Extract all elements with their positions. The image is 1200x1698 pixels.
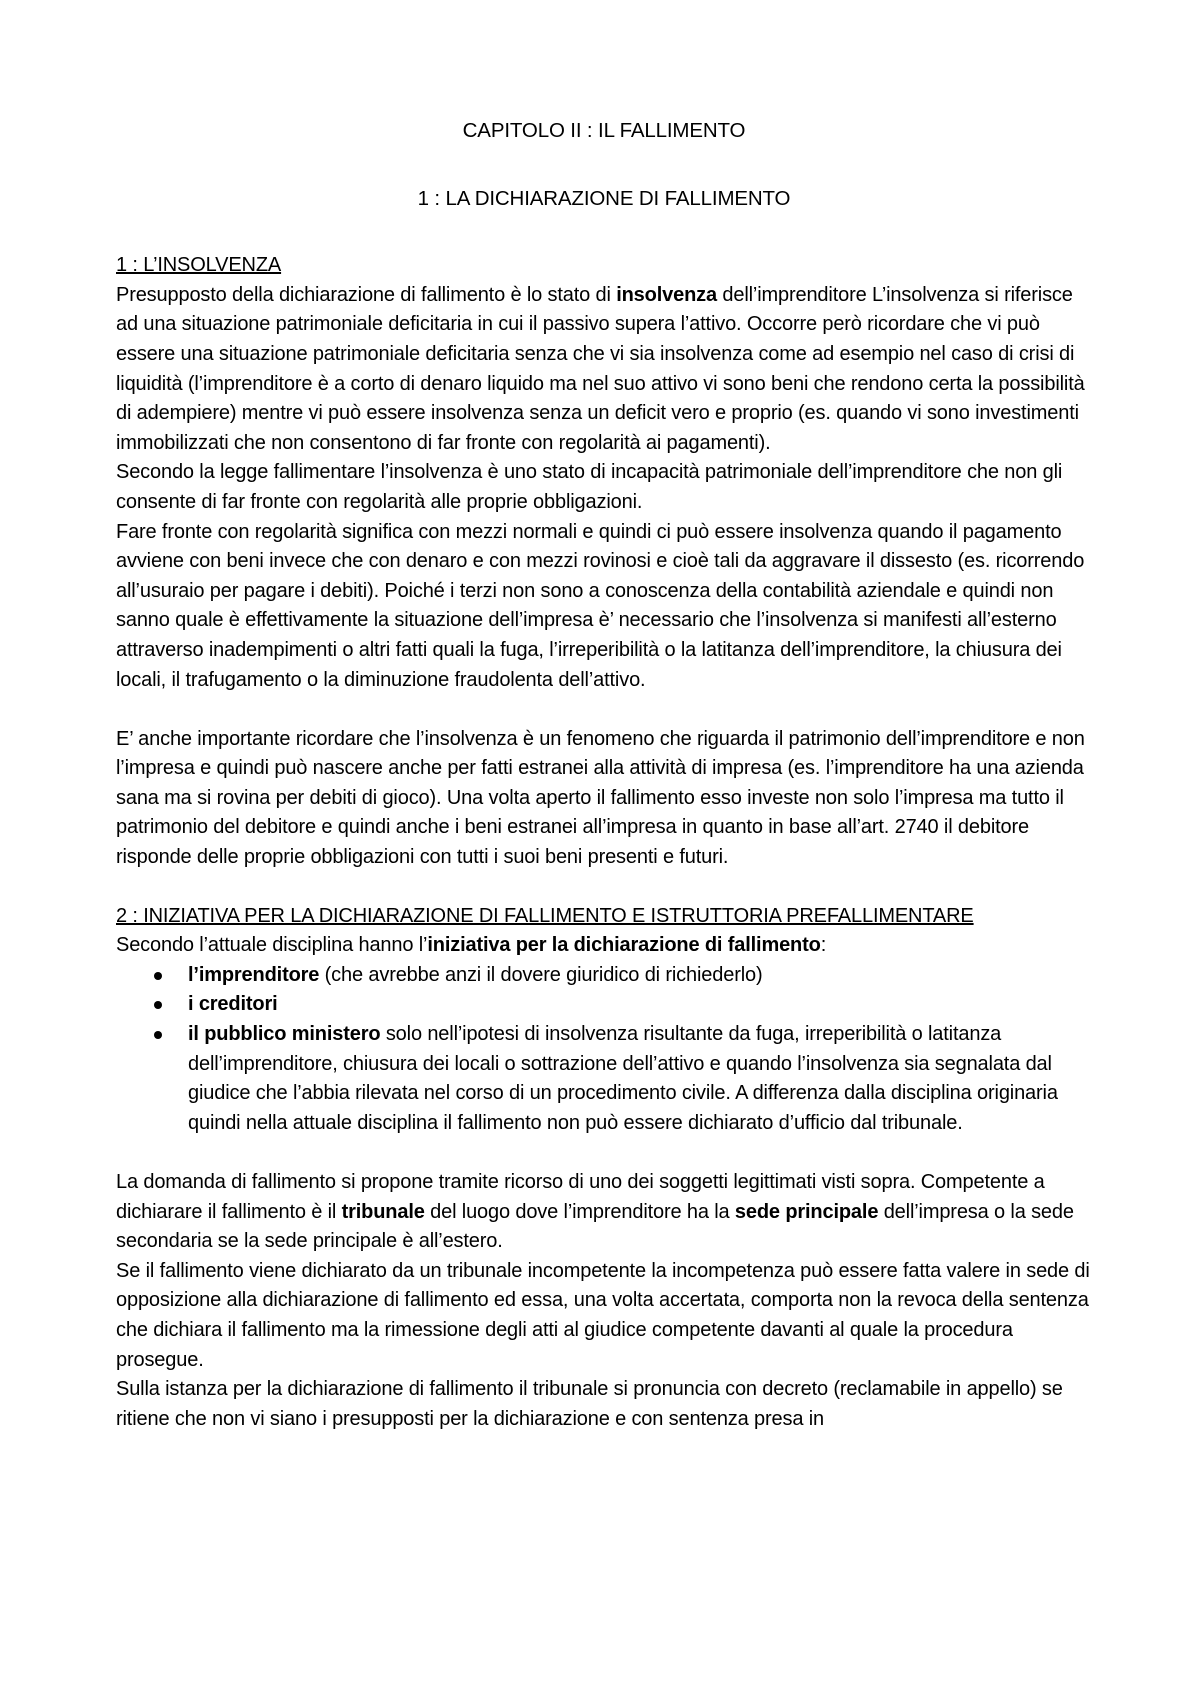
heading-insolvenza: 1 : L’INSOLVENZA <box>116 254 282 277</box>
text-run: : <box>820 934 827 957</box>
paragraph-presupposto <box>116 281 1092 459</box>
bullet-icon <box>154 1031 162 1039</box>
iniziativa-list <box>116 961 1092 1139</box>
paragraph-legge-fallimentare: Secondo la legge fallimentare l’insolvenza è uno stato di incapacità patrimoniale dell’imprenditore che non gli consente di far fronte con regolarità alle proprie obbligazioni. <box>116 461 1063 513</box>
text-run: La domanda di fallimento si propone tramite ricorso di uno dei soggetti legittimati visti sopra. Competente a dichiarare il fallimento è il <box>116 1171 1045 1223</box>
chapter-title: CAPITOLO II : IL FALLIMENTO <box>462 119 746 142</box>
section-title: 1 : LA DICHIARAZIONE DI FALLIMENTO <box>417 186 791 210</box>
bullet-icon <box>154 1001 162 1009</box>
bold-term: insolvenza <box>616 283 717 306</box>
bullet-icon <box>154 972 162 980</box>
heading-iniziativa: 2 : INIZIATIVA PER LA DICHIARAZIONE DI FALLIMENTO E ISTRUTTORIA PREFALLIMENTARE <box>116 904 974 927</box>
paragraph-patrimonio: E’ anche importante ricordare che l’insolvenza è un fenomeno che riguarda il patrimonio dell’imprenditore e non l’impresa e quindi può nascere anche per fatti estranei alla attività di impresa (es. l’imprenditore ha una azienda sana ma si rovina per debiti di gioco). Una volta aperto il fallimento esso investe non solo l’impresa ma tutto il patrimonio del debitore e quindi anche i beni estranei all’impresa in quanto in base all’art. 2740 il debitore risponde delle proprie obbligazioni con tutti i suoi beni presenti e futuri. <box>116 727 1085 869</box>
text-run: del luogo dove l’imprenditore ha la <box>424 1200 735 1223</box>
paragraph-domanda <box>116 1168 1092 1257</box>
paragraph-iniziativa-intro <box>116 931 1092 961</box>
paragraph-regolarita: Fare fronte con regolarità significa con mezzi normali e quindi ci può essere insolvenza quando il pagamento avviene con beni invece che con denaro e con mezzi rovinosi e cioè tali da aggravare il dissesto (es. ricorrendo all’usuraio per pagare i debiti). Poiché i terzi non sono a conoscenza della contabilità aziendale e quindi non sanno quale è effettivamente la situazione dell’impresa è’ necessario che l’insolvenza si manifesti all’esterno attraverso inadempimenti o altri fatti quali la fuga, l’irreperibilità o la latitanza dell’imprenditore, la chiusura dei locali, il trafugamento o la diminuzione fraudolenta dell’attivo. <box>116 520 1085 691</box>
text-run: Secondo l’attuale disciplina hanno l’ <box>116 934 428 957</box>
bold-term: i creditori <box>188 993 278 1016</box>
paragraph-incompetenza: Se il fallimento viene dichiarato da un tribunale incompetente la incompetenza può essere fatta valere in sede di opposizione alla dichiarazione di fallimento ed essa, una volta accertata, comporta non la revoca della sentenza che dichiara il fallimento ma la rimessione degli atti al giudice competente davanti al quale la procedura prosegue. <box>116 1259 1090 1371</box>
text-run: solo nell’ipotesi di insolvenza risultante da fuga, irreperibilità o latitanza dell’imprenditore, chiusura dei locali o sottrazione dell’attivo e quando l’insolvenza sia segnalata dal giudice che l’abbia rilevata nel corso di un procedimento civile. A differenza dalla disciplina originaria quindi nella attuale disciplina il fallimento non può essere dichiarato d’ufficio dal tribunale. <box>188 1023 1058 1134</box>
text-run: dell’imprenditore L’insolvenza si riferisce ad una situazione patrimoniale deficitaria in cui il passivo supera l’attivo. Occorre però ricordare che vi può essere una situazione patrimoniale deficitaria senza che vi sia insolvenza come ad esempio nel caso di crisi di liquidità (l’imprenditore è a corto di denaro liquido ma nel suo attivo vi sono beni che rendono certa la possibilità di adempiere) mentre vi può essere insolvenza senza un deficit vero e proprio (es. quando vi sono investimenti immobilizzati che non consentono di far fronte con regolarità ai pagamenti). <box>116 283 1085 454</box>
bold-term: tribunale <box>341 1200 425 1223</box>
paragraph-spacer <box>116 1138 1092 1168</box>
bold-term: l’imprenditore <box>188 963 320 986</box>
text-run: dell’impresa o la sede secondaria se la sede principale è all’estero. <box>116 1200 1074 1253</box>
list-item <box>116 961 1092 991</box>
paragraph-istanza: Sulla istanza per la dichiarazione di fallimento il tribunale si pronuncia con decreto (reclamabile in appello) se ritiene che non vi siano i presupposti per la dichiarazione e con sentenza presa in <box>116 1378 1063 1430</box>
bold-term: sede principale <box>734 1200 879 1223</box>
text-run: Presupposto della dichiarazione di fallimento è lo stato di <box>116 283 617 306</box>
bold-term: iniziativa per la dichiarazione di fallimento <box>427 934 821 957</box>
text-run: (che avrebbe anzi il dovere giuridico di richiederlo) <box>319 963 763 986</box>
bold-term: il pubblico ministero <box>188 1023 381 1046</box>
document-body <box>116 112 1092 1434</box>
list-item <box>116 990 1092 1020</box>
list-item <box>116 1020 1092 1138</box>
paragraph-spacer <box>116 695 1092 725</box>
